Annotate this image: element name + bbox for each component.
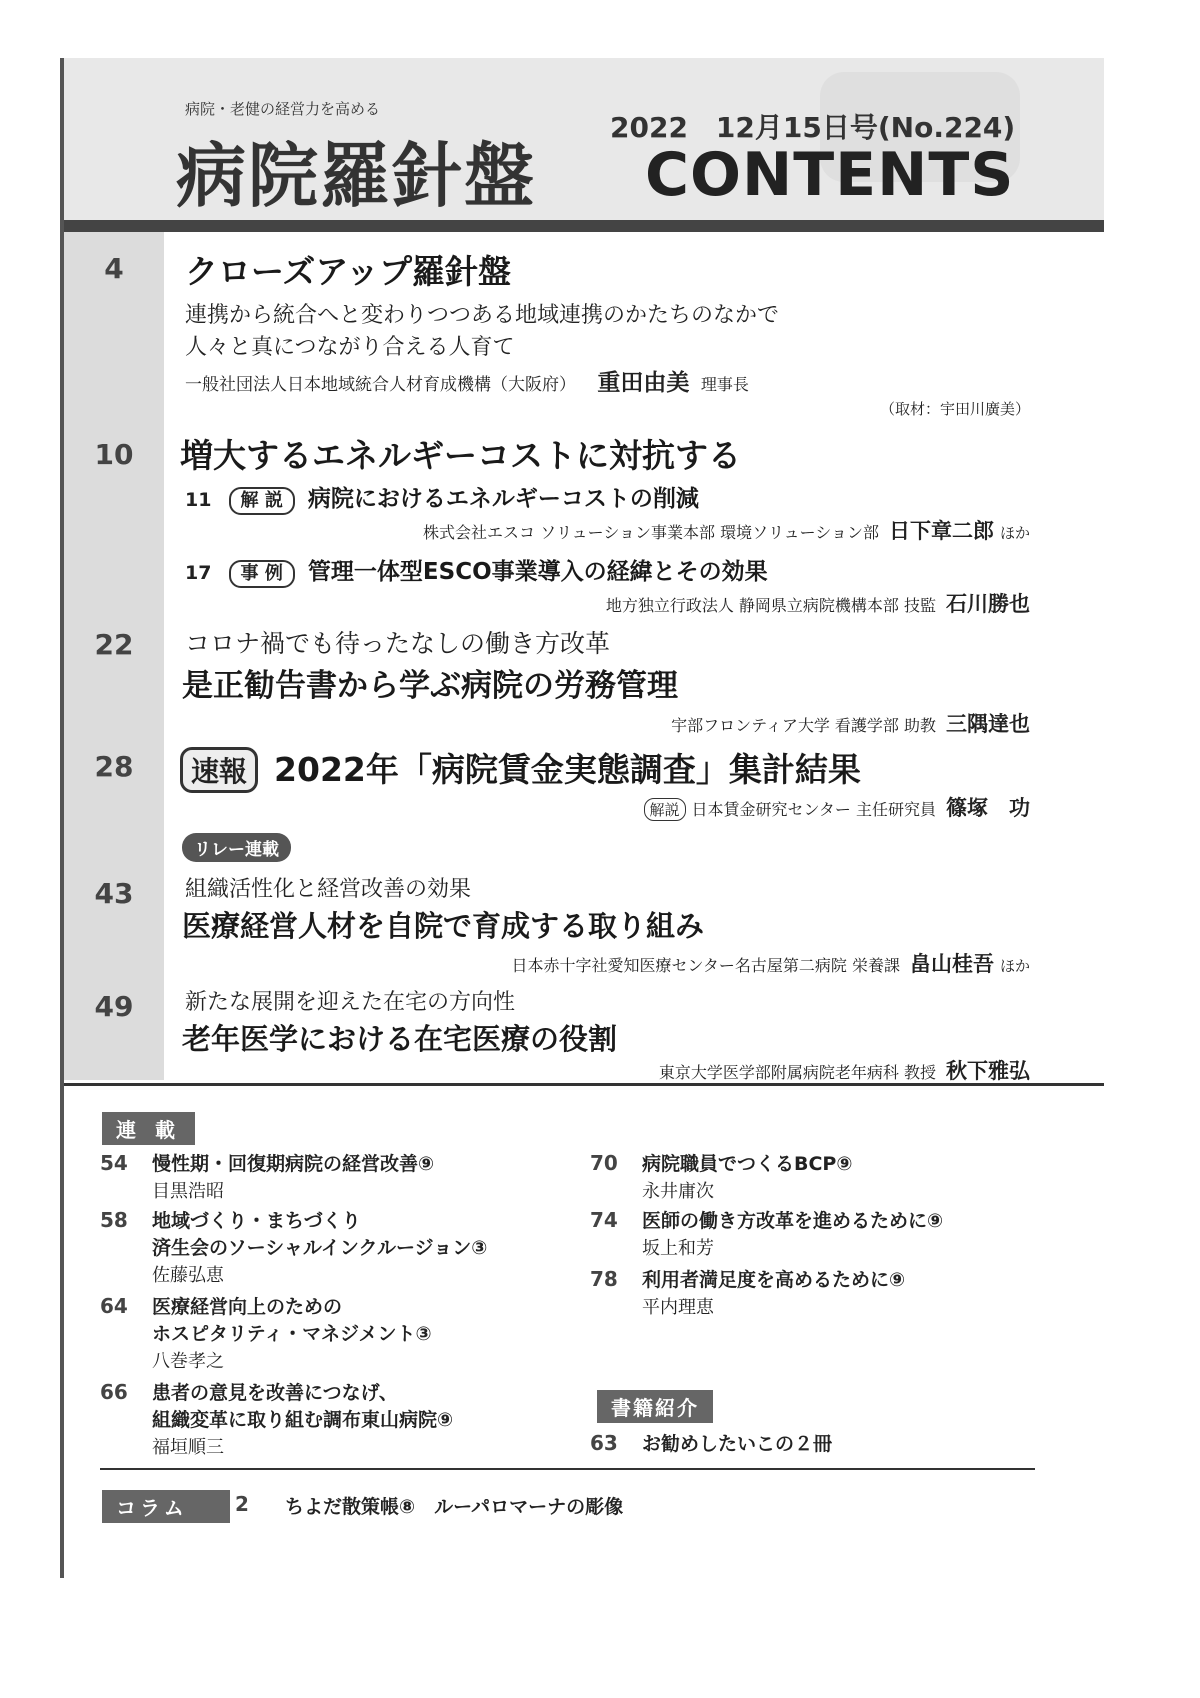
article-page-number: 4 — [104, 252, 124, 285]
author-org: 地方独立行政法人 静岡県立病院機構本部 技監 — [605, 596, 936, 615]
article-page-number: 28 — [94, 750, 134, 783]
contents-title: CONTENTS — [645, 140, 1015, 210]
serial-title: 医師の働き方改革を進めるために⑨ — [642, 1210, 944, 1232]
book-title: お勧めしたいこの２冊 — [642, 1433, 833, 1455]
book-item — [590, 1430, 832, 1458]
serial-item — [100, 1379, 453, 1461]
article-byline — [300, 515, 1030, 545]
breaking-tag: 速報 — [180, 747, 258, 793]
serial-title: 利用者満足度を高めるために⑨ — [642, 1269, 906, 1291]
magazine-logo: 病院羅針盤 — [176, 134, 536, 217]
serial-page: 66 — [100, 1380, 128, 1404]
serial-item — [100, 1150, 434, 1205]
article-byline — [400, 708, 1030, 738]
author-name: 秋下雅弘 — [946, 1058, 1030, 1083]
sub-article — [185, 480, 699, 515]
author-org: 東京大学医学部附属病院老年病科 教授 — [658, 1063, 936, 1082]
column-page: 2 — [235, 1492, 249, 1516]
article-page-number: 10 — [94, 438, 134, 471]
serial-author: 坂上和芳 — [642, 1238, 714, 1259]
serial-title: ホスピタリティ・マネジメント③ — [152, 1323, 432, 1345]
sub-article-title: 病院におけるエネルギーコストの削減 — [307, 486, 699, 512]
article-heading — [180, 744, 861, 793]
serial-title: 地域づくり・まちづくり — [152, 1210, 361, 1232]
serial-author: 平内理恵 — [642, 1297, 714, 1318]
article-title: クローズアップ羅針盤 — [185, 252, 512, 291]
author-name: 畠山桂吾 — [909, 951, 994, 976]
serial-item — [100, 1293, 432, 1375]
serial-section-label: 連 載 — [102, 1112, 195, 1145]
article-page-number: 22 — [94, 628, 134, 661]
article-title-lead: 組織活性化と経営改善の効果 — [185, 877, 472, 902]
serial-page: 54 — [100, 1151, 128, 1175]
serial-author: 福垣順三 — [152, 1437, 224, 1458]
article-byline — [300, 948, 1030, 978]
article-byline — [400, 792, 1030, 822]
column-title: ちよだ散策帳⑧ ルーパロマーナの彫像 — [285, 1496, 624, 1518]
author-org: 株式会社エスコ ソリューション事業本部 環境ソリューション部 — [423, 523, 879, 542]
footer-divider — [100, 1468, 1035, 1470]
serial-title: 病院職員でつくるBCP⑨ — [642, 1153, 853, 1175]
article-byline — [400, 1055, 1030, 1085]
interview-credit: （取材：宇田川廣美） — [879, 400, 1030, 418]
sub-page-number: 11 — [185, 489, 212, 511]
serial-page: 74 — [590, 1208, 618, 1232]
author-name: 三隅達也 — [946, 711, 1030, 736]
serial-title: 済生会のソーシャルインクルージョン③ — [152, 1237, 488, 1259]
article-title-lead: 新たな展開を迎えた在宅の方向性 — [185, 990, 516, 1015]
serial-item — [590, 1266, 905, 1321]
author-suffix: ほか — [999, 524, 1030, 542]
author-org: 日本赤十字社愛知医療センター名古屋第二病院 栄養課 — [511, 956, 900, 975]
author-name: 日下章二郎 — [888, 518, 994, 543]
books-section-label: 書籍紹介 — [597, 1390, 713, 1423]
category-tag: 事 例 — [229, 560, 295, 588]
article-title: 医療経営人材を自院で育成する取り組み — [182, 909, 705, 943]
article-title: 増大するエネルギーコストに対抗する — [180, 436, 741, 475]
serial-item — [590, 1150, 852, 1205]
serial-page: 58 — [100, 1208, 128, 1232]
serial-author: 佐藤弘恵 — [152, 1265, 224, 1286]
header-rule — [64, 220, 1104, 232]
book-page: 63 — [590, 1431, 618, 1455]
sub-article — [185, 553, 768, 588]
author-org: 一般社団法人日本地域統合人材育成機構（大阪府） — [185, 375, 576, 395]
commentary-tag: 解説 — [644, 798, 686, 821]
serial-title: 患者の意見を改善につなげ、 — [152, 1382, 398, 1404]
serial-page: 70 — [590, 1151, 618, 1175]
article-page-number: 49 — [94, 990, 134, 1023]
serial-author: 永井庸次 — [642, 1181, 714, 1202]
author-role: 理事長 — [700, 375, 749, 394]
column-section-label: コラム — [102, 1490, 230, 1523]
relay-series-label: リレー連載 — [182, 833, 291, 862]
sub-article-title: 管理一体型ESCO事業導入の経緯とその効果 — [307, 559, 768, 585]
serial-item — [590, 1207, 943, 1262]
serial-item — [100, 1207, 487, 1289]
article-subtitle: 連携から統合へと変わりつつある地域連携のかたちのなかで — [185, 303, 780, 328]
article-title-lead: コロナ禍でも待ったなしの働き方改革 — [185, 629, 611, 658]
sub-page-number: 17 — [185, 562, 212, 584]
serial-title: 医療経営向上のための — [152, 1296, 343, 1318]
author-name: 篠塚 功 — [946, 795, 1030, 820]
category-tag: 解 説 — [229, 487, 295, 515]
serial-title: 慢性期・回復期病院の経営改善⑨ — [152, 1153, 435, 1175]
section-divider — [64, 1083, 1104, 1086]
article-byline — [300, 588, 1030, 618]
author-name: 石川勝也 — [946, 591, 1030, 616]
article-title: 是正勧告書から学ぶ病院の労務管理 — [182, 668, 678, 704]
author-org: 宇部フロンティア大学 看護学部 助教 — [671, 716, 936, 735]
article-title: 2022年「病院賃金実態調査」集計結果 — [274, 750, 861, 789]
serial-author: 目黒浩昭 — [152, 1181, 224, 1202]
article-page-number: 43 — [94, 877, 134, 910]
issue-date: 2022 12月15日号(No.224) — [610, 111, 1016, 144]
article-title: 老年医学における在宅医療の役割 — [182, 1022, 618, 1056]
serial-author: 八巻孝之 — [152, 1351, 224, 1372]
serial-page: 64 — [100, 1294, 128, 1318]
author-org: 日本賃金研究センター 主任研究員 — [691, 800, 936, 819]
tagline: 病院・老健の経営力を高める — [185, 100, 381, 118]
author-name: 重田由美 — [597, 369, 690, 396]
serial-page: 78 — [590, 1267, 618, 1291]
article-subtitle: 人々と真につながり合える人育て — [185, 335, 515, 360]
serial-title: 組織変革に取り組む調布東山病院⑨ — [152, 1409, 454, 1431]
author-suffix: ほか — [999, 957, 1030, 975]
article-byline — [185, 364, 1005, 397]
